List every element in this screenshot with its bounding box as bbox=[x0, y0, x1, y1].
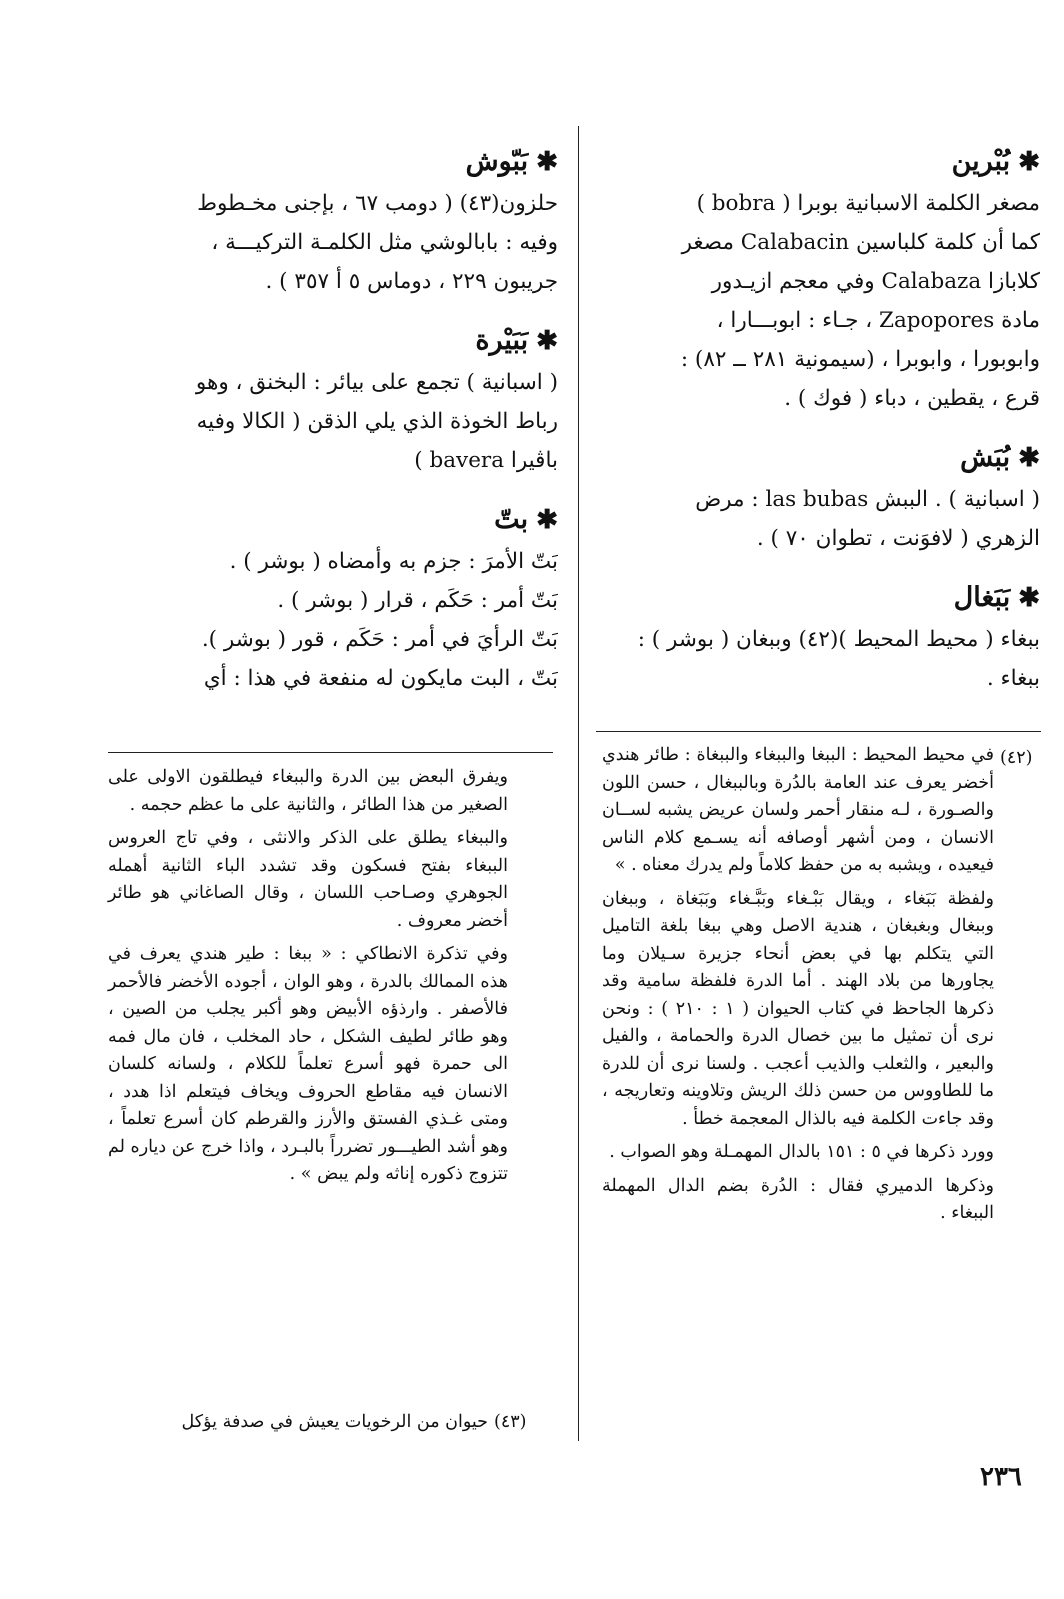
headword: بَبَغال bbox=[953, 582, 1011, 613]
entry-line: رباط الخوذة الذي يلي الذقن ( الكالا وفيه bbox=[196, 409, 558, 434]
entry-line: مصغر الكلمة الاسبانية بوبرا ( bobra ) bbox=[696, 191, 1040, 216]
entry-line: ببغاء ( محيط المحيط )(٤٢) وببغان ( بوشر ) : bbox=[637, 627, 1040, 652]
footnote-paragraph: حيوان من الرخويات يعيش في صدفة يؤكل bbox=[181, 1412, 488, 1432]
footnote-paragraph: وفي تذكرة الانطاكي : « ببغا : طير هندي يعرف في هذه الممالك بالدرة ، وهو الوان ، أجوده الأخضر فالأحمر فالأصفر . وارذؤه الأبيض وهو أكبر يجلب من الصين ، وهو طائر لطيف الشكل ، حاد المخلب ، فان مال فمه الى حمرة فهو أسرع تعلماً للكلام ، ولسانه كلسان الانسان فيه مقاطع الحروف ويخاف فيتعلم اذا هدد ، ومتى غـذي الفستق والأرز والقرطم كان أسرع تعلماً ، وهو أشد الطيـــور تضرراً بالبـرد ، واذا خرج عن دياره لم تتزوج ذكوره إناثه ولم يبض » . bbox=[108, 944, 508, 1184]
entry-line: وفيه : بابالوشي مثل الكلمـة التركيـــة ، bbox=[211, 230, 558, 255]
entry-batt bbox=[110, 498, 558, 698]
entry-line: بَتّ الأمرَ : جزم به وأمضاه ( بوشر ) . bbox=[229, 549, 558, 574]
footnote-paragraph: ولفظة بَبَغاء ، ويقال بَبْـغاء وبَبَّـغاء وبَبَغاة ، وببغان وببغال وبغبغان ، هندية الاصل وهي ببغا بلغة التاميل التي يتكلم بها في بعض أنحاء جزيرة سـيلان وما يجاورها من بلاد الهند . أما الدرة فلفظة سامية وقد ذكرها الجاحظ في كتاب الحيوان ( ١ : ٢١٠ ) : ونحن نرى أن تمثيل ما بين خصال الدرة والحمامة ، والفيل والبعير ، والثعلب والذيب أعجب . ولسنا نرى أن للدرة ما للطاووس من حسن ذلك الريش وتلاوينه وتعاريجه ، وقد جاءت الكلمة فيه بالذال المعجمة خطأ . bbox=[602, 888, 994, 1129]
entry-line: كما أن كلمة كلباسين Calabacin مصغر bbox=[681, 230, 1040, 255]
footnote-rule bbox=[596, 731, 1041, 732]
footnote-paragraph: ويفرق البعض بين الدرة والببغاء فيطلقون الاولى على الصغير من هذا الطائر ، والثانية على ما عظم حجمه . bbox=[108, 767, 508, 815]
headword: بُبَش bbox=[960, 442, 1011, 473]
footnote-paragraph: وذكرها الدميري فقال : الدُرة بضم الدال المهملة الببغاء . bbox=[602, 1175, 994, 1223]
column-divider bbox=[578, 126, 579, 1441]
entry-line: قرع ، يقطين ، دباء ( فوك ) . bbox=[784, 386, 1040, 411]
asterisk-icon: ✱ bbox=[1018, 583, 1040, 613]
entry-line: كلابازا Calabaza وفي معجم ازيـدور bbox=[711, 269, 1040, 294]
entry-bubash bbox=[600, 436, 1040, 558]
footnote-rule bbox=[108, 752, 553, 753]
footnote-paragraph: والببغاء يطلق على الذكر والانثى ، وفي تاج العروس الببغاء بفتح فسكون وقد تشدد الباء الثانية أهمله الجوهري وصـاحب اللسان ، وقال الصاغاني هو طائر أخضر معروف . bbox=[108, 828, 508, 931]
entry-line: ( اسبانية ) تجمع على بيائر : البخنق ، وهو bbox=[195, 370, 558, 395]
entry-line: ببغاء . bbox=[986, 666, 1040, 691]
footnote-43 bbox=[108, 1409, 488, 1443]
left-column bbox=[110, 140, 558, 716]
entry-line: مادة Zapopores ، جـاء : ابوبـــارا ، bbox=[716, 308, 1040, 333]
footnote-number: (٤٢) bbox=[1000, 748, 1033, 768]
entry-line: بَتّ الرأيَ في أمر : حَكَم ، قور ( بوشر ). bbox=[201, 627, 558, 652]
entry-line: بَتّ أمر : حَكَم ، قرار ( بوشر ) . bbox=[277, 588, 558, 613]
right-column bbox=[600, 140, 1040, 716]
page-number: ٢٣٦ bbox=[980, 1462, 1022, 1492]
entry-line: الزهري ( لافوَنت ، تطوان ٧٠ ) . bbox=[756, 526, 1040, 551]
entry-line: حلزون(٤٣) ( دومب ٦٧ ، بإجنى مخـطوط bbox=[197, 191, 558, 216]
asterisk-icon: ✱ bbox=[536, 147, 558, 177]
footnote-paragraph: في محيط المحيط : الببغا والببغاء والببغاة : طائر هندي أخضر يعرف عند العامة بالدُرة وبالببغال ، حسن اللون والصـورة ، لـه منقار أحمر ولسان عريض يشبه لســان الانسان ، ومن أشهر أوصافه أنه يسـمع كلام الناس فيعيده ، ويشبه به من حفظ كلاماً ولم يدرك معناه . » bbox=[602, 745, 994, 875]
headword: بتّ bbox=[494, 504, 529, 535]
footnote-42 bbox=[602, 742, 994, 1234]
entry-bubrin bbox=[600, 140, 1040, 418]
entry-line: ( اسبانية ) . الببش las bubas : مرض bbox=[695, 487, 1040, 512]
asterisk-icon: ✱ bbox=[1018, 147, 1040, 177]
footnote-paragraph: وورد ذكرها في ٥ : ١٥١ بالدال المهمـلة وهو الصواب . bbox=[609, 1142, 994, 1162]
headword: بَبَيْرة bbox=[475, 325, 529, 356]
asterisk-icon: ✱ bbox=[1018, 443, 1040, 473]
entry-line: جريبون ٢٢٩ ، دوماس ٥ أ ٣٥٧ ) . bbox=[265, 269, 558, 294]
entry-babbush bbox=[110, 140, 558, 301]
asterisk-icon: ✱ bbox=[536, 505, 558, 535]
entry-line: باڤيرا bavera ) bbox=[414, 448, 558, 473]
entry-line: بَتّ ، البت مايكون له منفعة في هذا : أي bbox=[203, 666, 558, 691]
entry-babayra bbox=[110, 319, 558, 480]
entry-babaghal bbox=[600, 576, 1040, 698]
footnote-number: (٤٣) bbox=[494, 1412, 527, 1432]
headword: بُبْرين bbox=[951, 146, 1011, 177]
headword: بَبّوش bbox=[465, 146, 529, 177]
asterisk-icon: ✱ bbox=[536, 326, 558, 356]
entry-line: وابوبورا ، وابوبرا ، (سيمونية ٢٨١ ــ ٨٢) : bbox=[680, 347, 1040, 372]
footnote-42-continued bbox=[108, 764, 508, 1195]
